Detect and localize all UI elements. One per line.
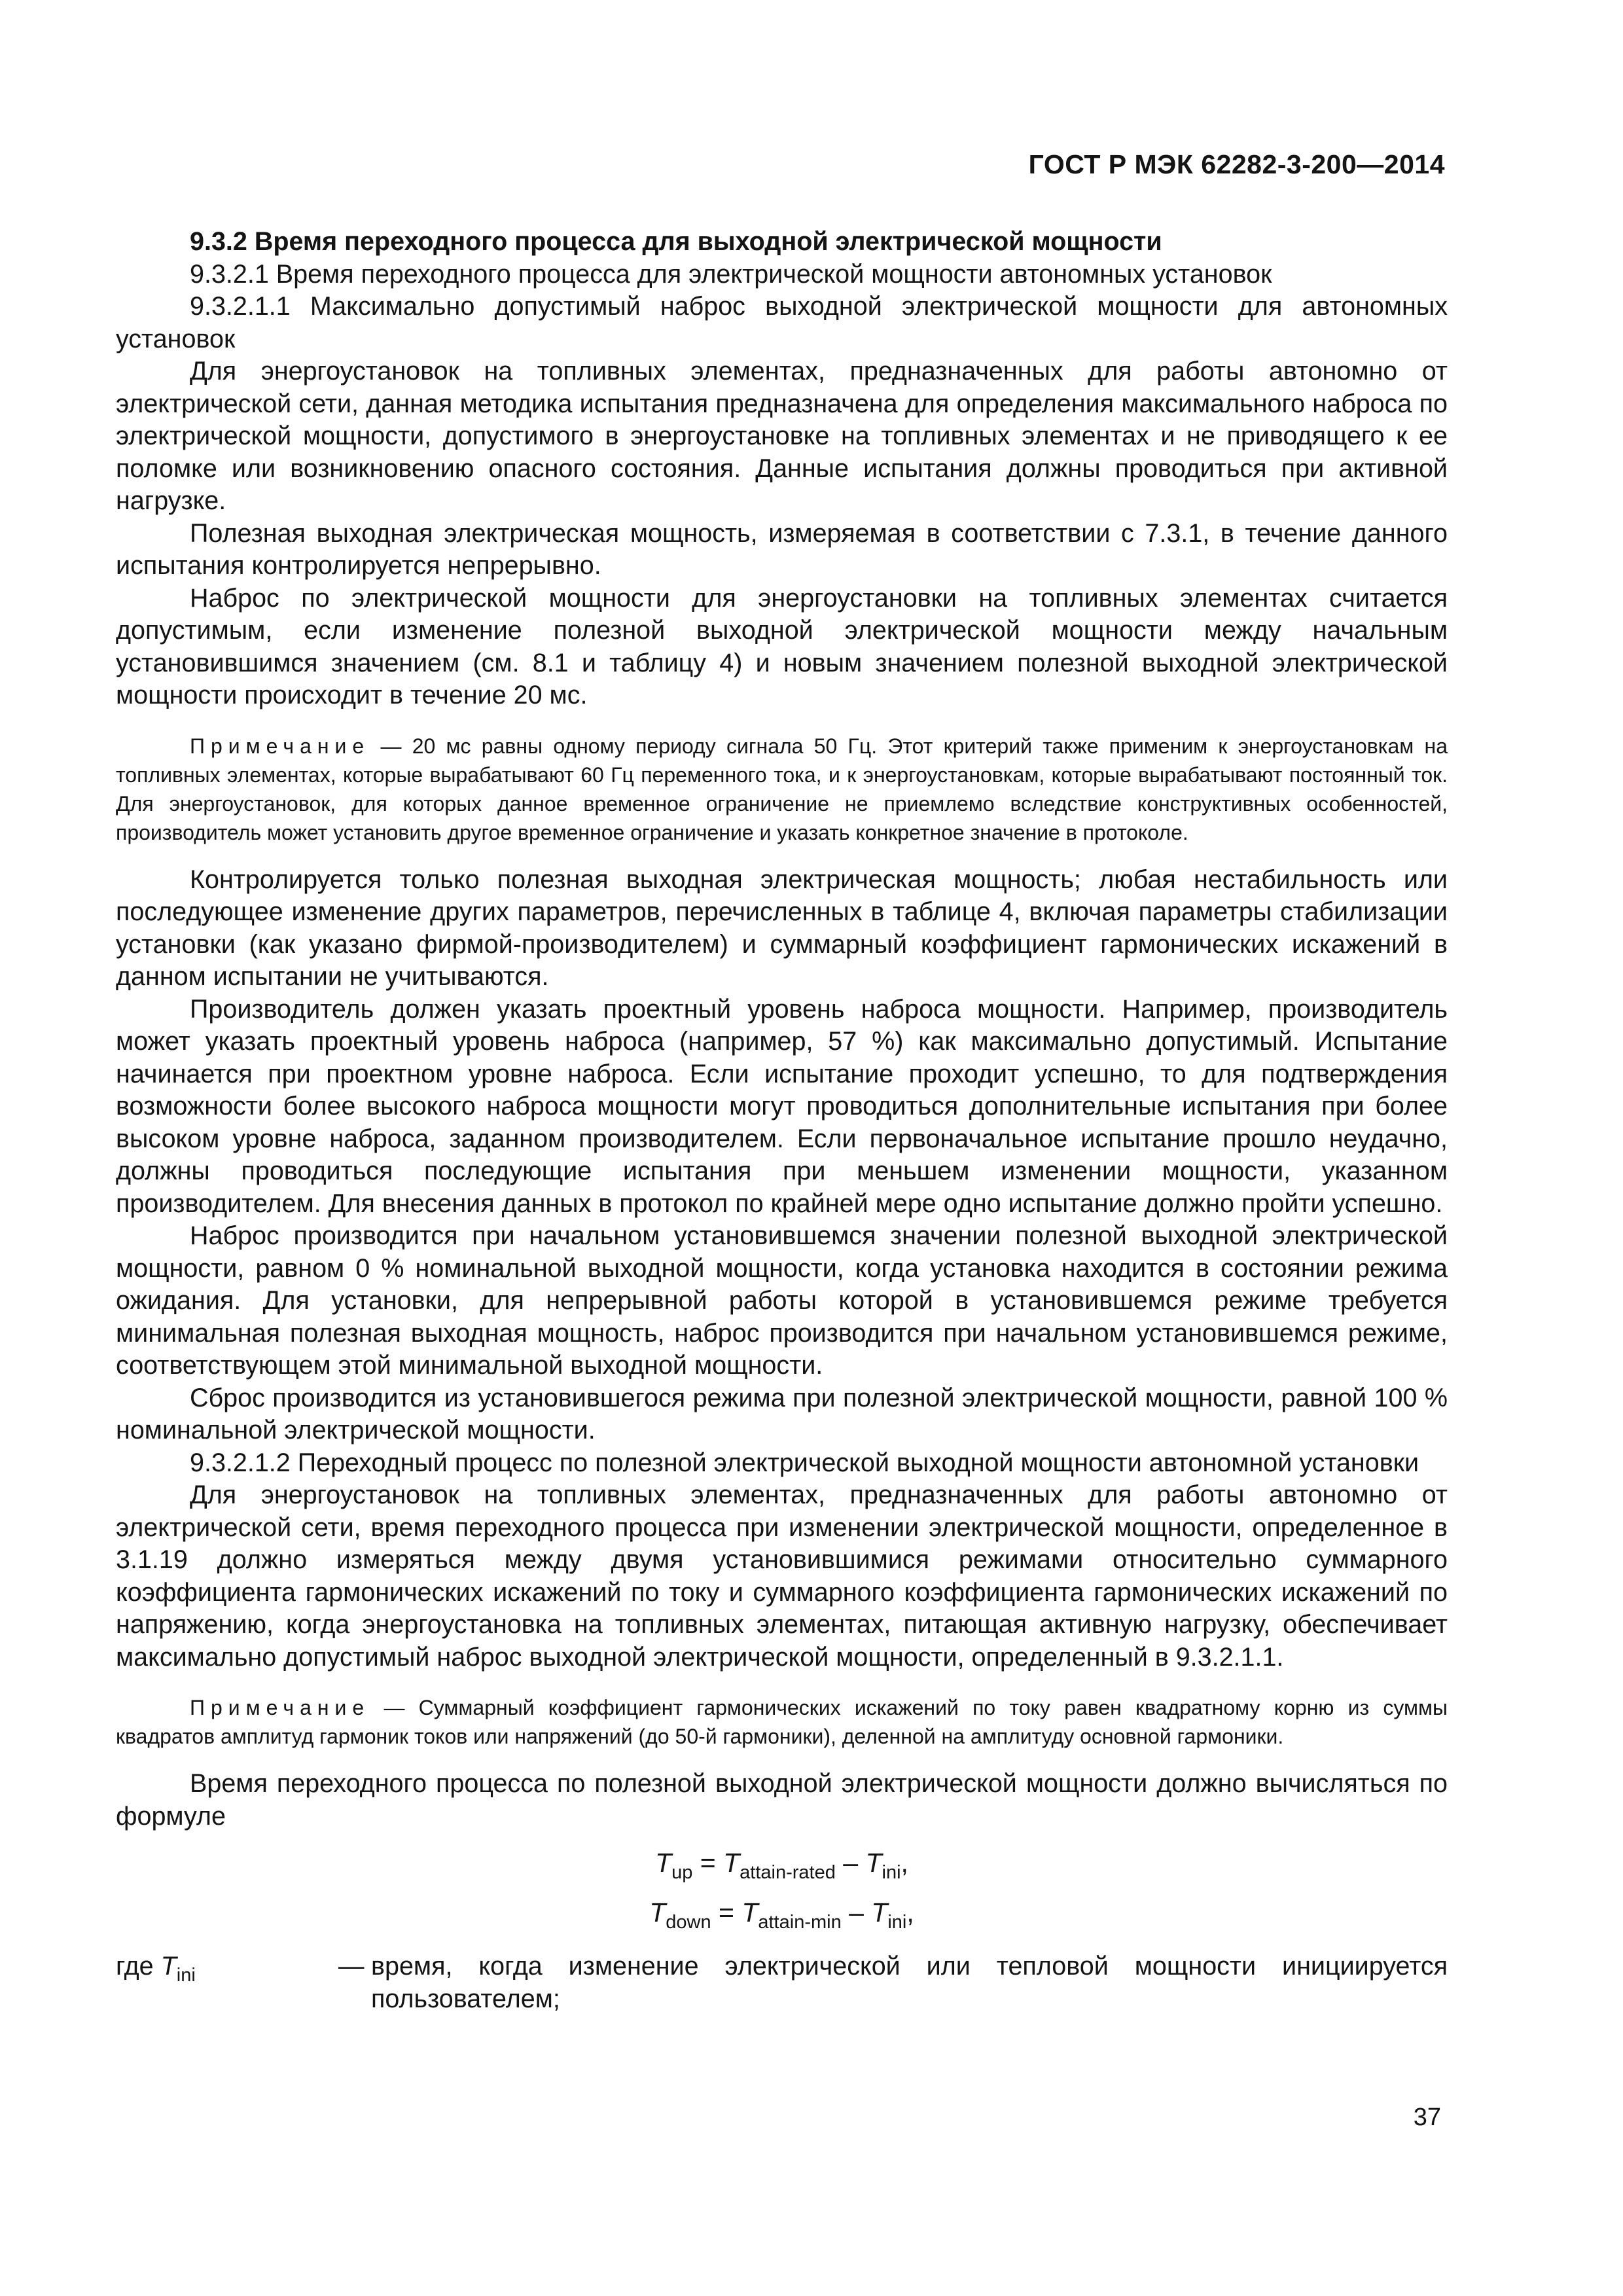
subsection-heading-9-3-2-1-2: 9.3.2.1.2 Переходный процесс по полезной электрической выходной мощности автономной установки (190, 1448, 1419, 1477)
formula-block (116, 1838, 1448, 1937)
body-paragraph: Сброс производится из установившегося режима при полезной электрической мощности, равной 100 % номинальной электрической мощности. (116, 1383, 1448, 1444)
formula-t-down: $T_{down} = T_{attain-min} - T_{ini}$, (649, 1897, 914, 1933)
body-paragraph: Производитель должен указать проектный уровень наброса мощности. Например, производитель может указать проектный уровень наброса (например, 57 %) как максимально допустимый. Испытание начинается при проектном уровне наброса. Если испытание проходит успешно, то для подтверждения возможности более высокого наброса мощности могут проводиться дополнительные испытания при более высоком уровне наброса, заданном производителем. Если первоначальное испытание прошло неудачно, должны проводиться последующие испытания при меньшем изменении мощности, указанном производителем. Для внесения данных в протокол по крайней мере одно испытание должно пройти успешно. (116, 994, 1448, 1218)
subsection-heading-9-3-2-1: 9.3.2.1 Время переходного процесса для электрической мощности автономных установок (190, 259, 1272, 289)
body-paragraph: Контролируется только полезная выходная электрическая мощность; любая нестабильность или последующее изменение других параметров, перечисленных в таблице 4, включая параметры стабилизации установки (как указано фирмой-производителем) и суммарный коэффициент гармонических искажений в данном испытании не учитываются. (116, 865, 1448, 991)
note-label: Примечание (190, 734, 370, 758)
body-paragraph: Для энергоустановок на топливных элементах, предназначенных для работы автономно от электрической сети, данная методика испытания предназначена для определения максимального наброса по электрической мощности, допустимого в энергоустановке на топливных элементах и не приводящего к ее поломке или возникновению опасного состояния. Данные испытания должны проводиться при активной нагрузке. (116, 357, 1448, 515)
note-paragraph (116, 1693, 1448, 1751)
note-paragraph (116, 732, 1448, 847)
document-code-header: ГОСТ Р МЭК 62282-3-200—2014 (1028, 149, 1445, 179)
where-definition-text: время, когда изменение электрической или тепловой мощности инициируется пользователем; (371, 1952, 1448, 2013)
body-paragraph: Для энергоустановок на топливных элементах, предназначенных для работы автономно от электрической сети, время переходного процесса при изменении электрической мощности, определенное в 3.1.19 должно измеряться между двумя установившимися режимами относительно суммарного коэффициента гармонических искажений по току и суммарного коэффициента гармонических искажений по напряжению, когда энергоустановка на топливных элементах, питающая активную нагрузку, обеспечивает максимально допустимый наброс выходной электрической мощности, определенный в 9.3.2.1.1. (116, 1480, 1448, 1672)
where-term: где $T_{ini}$ (116, 1952, 196, 1986)
where-dash: — (338, 1952, 365, 1981)
body-paragraph: Наброс по электрической мощности для энергоустановки на топливных элементах считается допустимым, если изменение полезной выходной электрической мощности между начальным установившимся значением (см. 8.1 и таблицу 4) и новым значением полезной выходной электрической мощности происходит в течение 20 мс. (116, 583, 1448, 709)
document-body (116, 226, 1448, 2015)
body-paragraph: Полезная выходная электрическая мощность, измеряемая в соответствии с 7.3.1, в течение данного испытания контролируется непрерывно. (116, 518, 1448, 580)
body-paragraph: Наброс производится при начальном установившемся значении полезной выходной электрической мощности, равном 0 % номинальной выходной мощности, когда установка находится в состоянии режима ожидания. Для установки, для непрерывной работы которой в установившемся режиме требуется минимальная полезная выходная мощность, наброс производится при начальном установившемся режиме, соответствующем этой минимальной выходной мощности. (116, 1221, 1448, 1380)
formula-t-up: $T_{up} = T_{attain-rated} - T_{ini}$, (655, 1848, 908, 1883)
subsection-heading-9-3-2-1-1: 9.3.2.1.1 Максимально допустимый наброс выходной электрической мощности для автономных установок (116, 292, 1448, 353)
section-heading-9-3-2: 9.3.2 Время переходного процесса для выходной электрической мощности (190, 227, 1162, 256)
formula-intro: Время переходного процесса по полезной выходной электрической мощности должно вычисляться по формуле (116, 1769, 1448, 1831)
note-text: — Суммарный коэффициент гармонических искажений по току равен квадратному корню из суммы квадратов амплитуд гармоник токов или напряжений (до 50-й гармоники), деленной на амплитуду основной гармоники. (116, 1696, 1448, 1748)
note-label: Примечание (190, 1696, 370, 1719)
where-definition (116, 1950, 1448, 2015)
page-number: 37 (1413, 2104, 1441, 2131)
note-text: — 20 мс равны одному периоду сигнала 50 Гц. Этот критерий также применим к энергоустановкам на топливных элементах, которые вырабатывают 60 Гц переменного тока, и к энергоустановкам, которые вырабатывают постоянный ток. Для энергоустановок, для которых данное временное ограничение не приемлемо вследствие конструктивных особенностей, производитель может установить другое временное ограничение и указать конкретное значение в протоколе. (116, 734, 1448, 844)
